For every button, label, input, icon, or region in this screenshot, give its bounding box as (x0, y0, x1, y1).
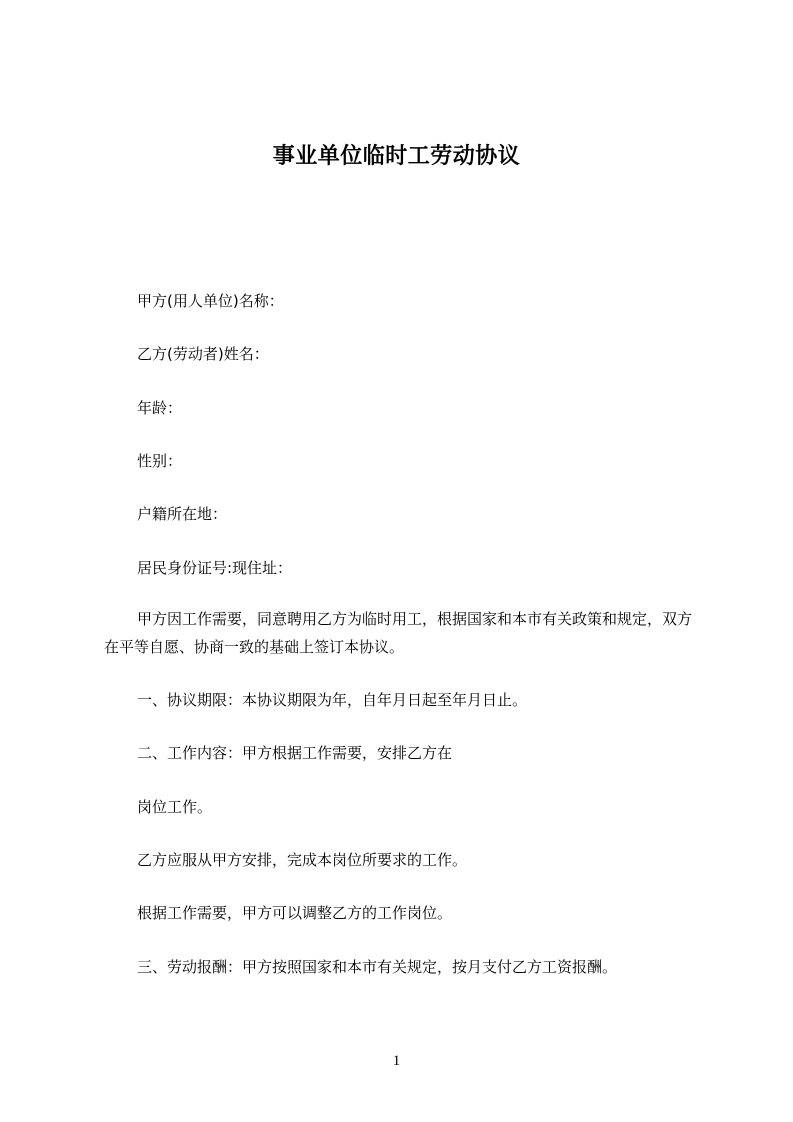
clause-term: 一、协议期限：本协议期限为年，自年月日起至年月日止。 (137, 691, 528, 709)
clause-adjust-position: 根据工作需要，甲方可以调整乙方的工作岗位。 (137, 904, 453, 922)
field-employee-name: 乙方(劳动者)姓名： (137, 345, 269, 363)
field-employer-name: 甲方(用人单位)名称： (137, 292, 284, 310)
field-household-registration: 户籍所在地： (137, 505, 228, 523)
page-number: 1 (392, 1053, 401, 1069)
field-age: 年龄： (137, 399, 183, 417)
intro-paragraph: 甲方因工作需要，同意聘用乙方为临时用工，根据国家和本市有关政策和规定，双方在平等自愿、协商一致的基础上签订本协议。 (104, 610, 693, 656)
field-id-and-address: 居民身份证号:现住址： (137, 559, 293, 577)
field-gender: 性别： (137, 452, 183, 470)
document-title: 事业单位临时工劳动协议 (272, 144, 521, 169)
clause-work-content-cont: 岗位工作。 (137, 798, 213, 816)
clause-obey-arrangement: 乙方应服从甲方安排，完成本岗位所要求的工作。 (137, 851, 468, 869)
clause-work-content: 二、工作内容：甲方根据工作需要，安排乙方在 (137, 744, 453, 762)
clause-remuneration: 三、劳动报酬：甲方按照国家和本市有关规定，按月支付乙方工资报酬。 (137, 958, 618, 976)
